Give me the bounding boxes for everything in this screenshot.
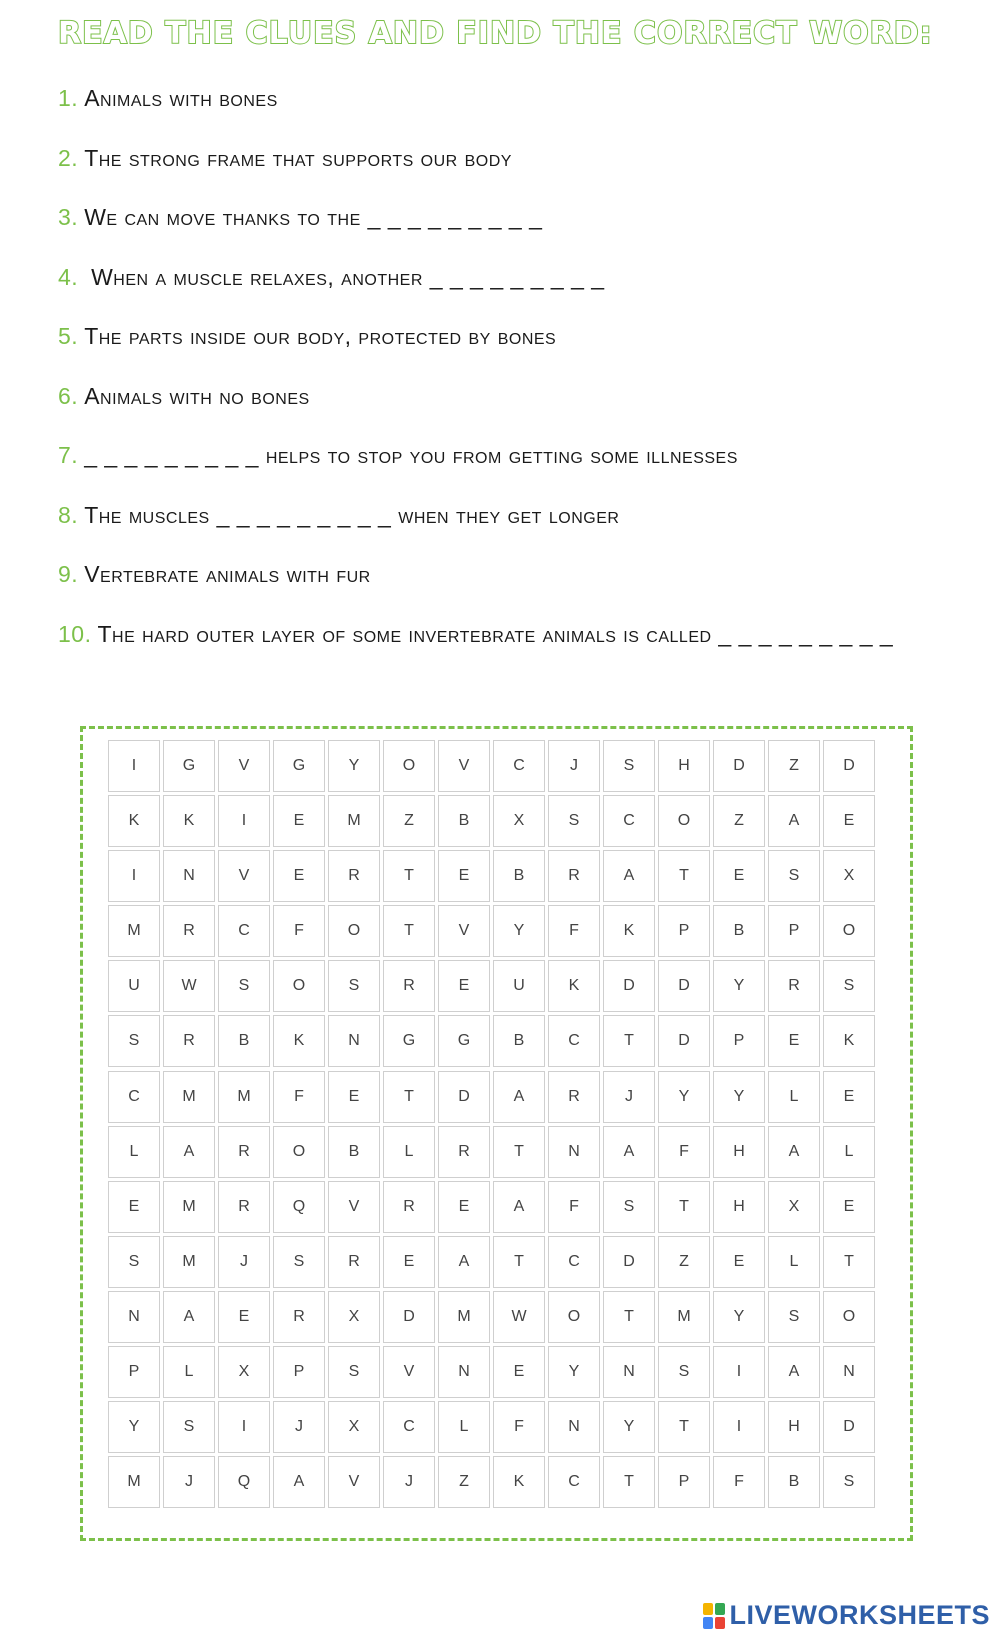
grid-cell[interactable]: F (273, 905, 325, 957)
grid-cell[interactable]: H (658, 740, 710, 792)
worksheet-title: READ THE CLUES AND FIND THE CORRECT WORD: (58, 16, 933, 51)
grid-cell[interactable]: T (493, 1236, 545, 1288)
grid-cell[interactable]: P (108, 1346, 160, 1398)
grid-cell[interactable]: D (603, 1236, 655, 1288)
grid-cell[interactable]: B (328, 1126, 380, 1178)
clue-item (58, 78, 893, 138)
grid-cell[interactable]: N (823, 1346, 875, 1398)
logo-icon-square (715, 1603, 725, 1615)
grid-cell[interactable]: D (658, 960, 710, 1012)
grid-cell[interactable]: O (273, 960, 325, 1012)
grid-cell[interactable]: A (163, 1291, 215, 1343)
clue-number: 7. (58, 442, 79, 468)
grid-cell[interactable]: N (108, 1291, 160, 1343)
clue-item (58, 197, 893, 257)
grid-cell[interactable]: V (218, 740, 270, 792)
grid-cell[interactable]: M (163, 1071, 215, 1123)
grid-cell[interactable]: X (328, 1401, 380, 1453)
clue-text: Vertebrate animals with fur (84, 561, 371, 587)
liveworksheets-logo-icon (703, 1603, 725, 1629)
grid-cell[interactable]: S (768, 1291, 820, 1343)
grid-cell[interactable]: Z (768, 740, 820, 792)
grid-cell[interactable]: I (713, 1346, 765, 1398)
grid-cell[interactable]: U (108, 960, 160, 1012)
grid-cell[interactable]: M (163, 1236, 215, 1288)
grid-cell[interactable]: X (823, 850, 875, 902)
clue-text: The parts inside our body, protected by bones (84, 323, 557, 349)
grid-cell[interactable]: T (658, 1181, 710, 1233)
grid-cell[interactable]: R (438, 1126, 490, 1178)
grid-cell[interactable]: B (713, 905, 765, 957)
grid-cell[interactable]: V (383, 1346, 435, 1398)
grid-cell[interactable]: P (273, 1346, 325, 1398)
grid-cell[interactable]: Y (328, 740, 380, 792)
grid-cell[interactable]: D (713, 740, 765, 792)
grid-cell[interactable]: E (273, 795, 325, 847)
grid-cell[interactable]: S (218, 960, 270, 1012)
grid-cell[interactable]: R (328, 850, 380, 902)
grid-cell[interactable]: S (108, 1015, 160, 1067)
grid-cell[interactable]: R (218, 1181, 270, 1233)
grid-cell[interactable]: K (603, 905, 655, 957)
grid-cell[interactable]: G (163, 740, 215, 792)
grid-cell[interactable]: K (108, 795, 160, 847)
grid-cell[interactable]: E (218, 1291, 270, 1343)
grid-cell[interactable]: M (108, 905, 160, 957)
clue-text: The hard outer layer of some invertebrate animals is called _ _ _ _ _ _ _ _ _ (97, 620, 894, 647)
grid-cell[interactable]: C (493, 740, 545, 792)
grid-cell[interactable]: E (713, 1236, 765, 1288)
grid-cell[interactable]: M (438, 1291, 490, 1343)
grid-cell[interactable]: A (603, 1126, 655, 1178)
clue-text: The strong frame that supports our body (84, 144, 512, 171)
grid-cell[interactable]: F (273, 1071, 325, 1123)
grid-cell[interactable]: E (823, 795, 875, 847)
grid-cell[interactable]: L (383, 1126, 435, 1178)
grid-cell[interactable]: O (658, 795, 710, 847)
grid-cell[interactable]: X (493, 795, 545, 847)
grid-cell[interactable]: J (383, 1456, 435, 1508)
grid-cell[interactable]: P (713, 1015, 765, 1067)
grid-cell[interactable]: S (658, 1346, 710, 1398)
grid-cell[interactable]: S (548, 795, 600, 847)
grid-cell[interactable]: Y (713, 960, 765, 1012)
clue-number: 4. (58, 263, 79, 290)
grid-cell[interactable]: S (603, 740, 655, 792)
clue-item (58, 495, 893, 555)
grid-cell[interactable]: O (328, 905, 380, 957)
grid-cell[interactable]: X (328, 1291, 380, 1343)
grid-cell[interactable]: E (823, 1071, 875, 1123)
grid-cell[interactable]: S (603, 1181, 655, 1233)
grid-cell[interactable]: S (768, 850, 820, 902)
grid-cell[interactable]: Q (273, 1181, 325, 1233)
grid-cell[interactable]: Y (548, 1346, 600, 1398)
grid-cell[interactable]: C (383, 1401, 435, 1453)
grid-cell[interactable]: S (823, 1456, 875, 1508)
clue-text: We can move thanks to the _ _ _ _ _ _ _ _ _ (84, 204, 543, 230)
grid-cell[interactable]: O (273, 1126, 325, 1178)
grid-cell[interactable]: L (108, 1126, 160, 1178)
grid-cell[interactable]: O (383, 740, 435, 792)
grid-cell[interactable]: U (493, 960, 545, 1012)
logo-icon-square (703, 1617, 713, 1629)
grid-cell[interactable]: T (383, 905, 435, 957)
grid-cell[interactable]: T (603, 1015, 655, 1067)
grid-cell[interactable]: T (823, 1236, 875, 1288)
clue-item (58, 435, 893, 495)
grid-cell[interactable]: E (768, 1015, 820, 1067)
grid-cell[interactable]: L (438, 1401, 490, 1453)
grid-cell[interactable]: A (493, 1071, 545, 1123)
grid-cell[interactable]: W (493, 1291, 545, 1343)
grid-cell[interactable]: B (768, 1456, 820, 1508)
grid-cell[interactable]: O (548, 1291, 600, 1343)
grid-cell[interactable]: D (603, 960, 655, 1012)
grid-cell[interactable]: R (383, 1181, 435, 1233)
clue-number: 9. (58, 561, 79, 587)
grid-cell[interactable]: A (603, 850, 655, 902)
grid-cell[interactable]: I (108, 850, 160, 902)
grid-cell[interactable]: E (493, 1346, 545, 1398)
grid-cell[interactable]: R (218, 1126, 270, 1178)
grid-cell[interactable]: A (493, 1181, 545, 1233)
grid-cell[interactable]: J (603, 1071, 655, 1123)
clue-number: 5. (58, 323, 79, 349)
grid-cell[interactable]: E (713, 850, 765, 902)
grid-cell[interactable]: A (273, 1456, 325, 1508)
grid-cell[interactable]: R (273, 1291, 325, 1343)
grid-cell[interactable]: J (218, 1236, 270, 1288)
grid-cell[interactable]: Z (713, 795, 765, 847)
grid-cell[interactable]: E (383, 1236, 435, 1288)
grid-cell[interactable]: B (218, 1015, 270, 1067)
clue-text: Animals with bones (84, 85, 278, 111)
grid-cell[interactable]: O (823, 1291, 875, 1343)
grid-cell[interactable]: R (383, 960, 435, 1012)
grid-cell[interactable]: T (383, 1071, 435, 1123)
clue-item (58, 316, 893, 376)
clue-item (58, 614, 893, 674)
grid-cell[interactable]: E (438, 850, 490, 902)
grid-cell[interactable]: K (493, 1456, 545, 1508)
grid-cell[interactable]: V (328, 1456, 380, 1508)
grid-cell[interactable]: B (493, 1015, 545, 1067)
clue-number: 3. (58, 204, 79, 230)
grid-cell[interactable]: E (438, 1181, 490, 1233)
clue-number: 8. (58, 501, 79, 528)
clue-number: 2. (58, 144, 79, 171)
grid-cell[interactable]: H (713, 1126, 765, 1178)
grid-cell[interactable]: R (768, 960, 820, 1012)
grid-cell[interactable]: M (328, 795, 380, 847)
grid-cell[interactable]: S (163, 1401, 215, 1453)
grid-cell[interactable]: Z (383, 795, 435, 847)
grid-cell[interactable]: E (823, 1181, 875, 1233)
logo-icon-square (703, 1603, 713, 1615)
grid-cell[interactable]: H (768, 1401, 820, 1453)
grid-cell[interactable]: D (823, 1401, 875, 1453)
grid-cell[interactable]: V (328, 1181, 380, 1233)
grid-cell[interactable]: K (823, 1015, 875, 1067)
clue-text: The muscles _ _ _ _ _ _ _ _ _ when they get longer (84, 501, 620, 528)
grid-cell[interactable]: A (768, 795, 820, 847)
grid-cell[interactable]: Y (658, 1071, 710, 1123)
grid-cell[interactable]: N (438, 1346, 490, 1398)
grid-cell[interactable]: C (218, 905, 270, 957)
grid-cell[interactable]: I (713, 1401, 765, 1453)
grid-cell[interactable]: C (548, 1456, 600, 1508)
grid-cell[interactable]: N (548, 1126, 600, 1178)
grid-cell[interactable]: I (218, 1401, 270, 1453)
clue-number: 10. (58, 620, 92, 647)
grid-cell[interactable]: N (548, 1401, 600, 1453)
grid-cell[interactable]: K (163, 795, 215, 847)
grid-cell[interactable]: C (548, 1236, 600, 1288)
grid-cell[interactable]: F (493, 1401, 545, 1453)
clue-number: 1. (58, 85, 79, 111)
grid-cell[interactable]: P (658, 1456, 710, 1508)
grid-cell[interactable]: R (163, 905, 215, 957)
grid-cell[interactable]: N (328, 1015, 380, 1067)
grid-cell[interactable]: G (273, 740, 325, 792)
grid-cell[interactable]: T (493, 1126, 545, 1178)
grid-cell[interactable]: K (273, 1015, 325, 1067)
grid-cell[interactable]: O (823, 905, 875, 957)
grid-cell[interactable]: R (163, 1015, 215, 1067)
grid-cell[interactable]: J (163, 1456, 215, 1508)
grid-cell[interactable]: F (548, 905, 600, 957)
logo-icon-square (715, 1617, 725, 1629)
grid-cell[interactable]: T (383, 850, 435, 902)
grid-cell[interactable]: I (108, 740, 160, 792)
grid-cell[interactable]: X (768, 1181, 820, 1233)
grid-cell[interactable]: C (108, 1071, 160, 1123)
word-search-grid (108, 740, 875, 1508)
grid-cell[interactable]: C (548, 1015, 600, 1067)
grid-cell[interactable]: L (768, 1236, 820, 1288)
grid-cell[interactable]: L (823, 1126, 875, 1178)
grid-cell[interactable]: L (768, 1071, 820, 1123)
grid-cell[interactable]: W (163, 960, 215, 1012)
grid-cell[interactable]: K (548, 960, 600, 1012)
grid-cell[interactable]: T (658, 1401, 710, 1453)
grid-cell[interactable]: D (383, 1291, 435, 1343)
grid-cell[interactable]: A (438, 1236, 490, 1288)
grid-cell[interactable]: D (658, 1015, 710, 1067)
grid-cell[interactable]: T (603, 1456, 655, 1508)
grid-cell[interactable]: Q (218, 1456, 270, 1508)
liveworksheets-logo (703, 1600, 990, 1631)
grid-cell[interactable]: S (273, 1236, 325, 1288)
grid-cell[interactable]: Y (713, 1071, 765, 1123)
clue-text: Animals with no bones (84, 382, 310, 409)
grid-cell[interactable]: Z (658, 1236, 710, 1288)
grid-cell[interactable]: F (658, 1126, 710, 1178)
grid-cell[interactable]: S (328, 1346, 380, 1398)
grid-cell[interactable]: M (218, 1071, 270, 1123)
grid-cell[interactable]: F (548, 1181, 600, 1233)
grid-cell[interactable]: V (218, 850, 270, 902)
grid-cell[interactable]: E (273, 850, 325, 902)
grid-cell[interactable]: D (823, 740, 875, 792)
grid-cell[interactable]: V (438, 905, 490, 957)
clue-number: 6. (58, 382, 79, 409)
grid-cell[interactable]: A (768, 1126, 820, 1178)
grid-cell[interactable]: A (768, 1346, 820, 1398)
grid-cell[interactable]: H (713, 1181, 765, 1233)
grid-cell[interactable]: Z (438, 1456, 490, 1508)
grid-cell[interactable]: M (163, 1181, 215, 1233)
grid-cell[interactable]: R (548, 1071, 600, 1123)
grid-cell[interactable]: B (493, 850, 545, 902)
grid-cell[interactable]: X (218, 1346, 270, 1398)
grid-cell[interactable]: C (603, 795, 655, 847)
grid-cell[interactable]: Y (603, 1401, 655, 1453)
grid-cell[interactable]: R (548, 850, 600, 902)
logo-text: LIVEWORKSHEETS (729, 1600, 990, 1630)
grid-cell[interactable]: P (658, 905, 710, 957)
clue-item (58, 257, 893, 317)
grid-cell[interactable]: S (108, 1236, 160, 1288)
grid-cell[interactable]: E (438, 960, 490, 1012)
grid-cell[interactable]: M (108, 1456, 160, 1508)
grid-cell[interactable]: N (603, 1346, 655, 1398)
grid-cell[interactable]: B (438, 795, 490, 847)
clue-item (58, 138, 893, 198)
clue-item (58, 376, 893, 436)
grid-cell[interactable]: V (438, 740, 490, 792)
grid-cell[interactable]: D (438, 1071, 490, 1123)
clue-list (58, 78, 893, 673)
grid-cell[interactable]: R (328, 1236, 380, 1288)
grid-cell[interactable]: S (328, 960, 380, 1012)
grid-cell[interactable]: P (768, 905, 820, 957)
clue-item (58, 554, 893, 614)
clue-text: When a muscle relaxes, another _ _ _ _ _ _ _ _ _ (84, 263, 605, 290)
grid-cell[interactable]: Y (713, 1291, 765, 1343)
grid-cell[interactable]: Y (108, 1401, 160, 1453)
clue-text: _ _ _ _ _ _ _ _ _ helps to stop you from getting some illnesses (84, 442, 738, 468)
grid-cell[interactable]: E (328, 1071, 380, 1123)
grid-cell[interactable]: G (438, 1015, 490, 1067)
grid-cell[interactable]: N (163, 850, 215, 902)
grid-cell[interactable]: M (658, 1291, 710, 1343)
grid-cell[interactable]: S (823, 960, 875, 1012)
grid-cell[interactable]: E (108, 1181, 160, 1233)
grid-cell[interactable]: L (163, 1346, 215, 1398)
grid-cell[interactable]: T (603, 1291, 655, 1343)
grid-cell[interactable]: Y (493, 905, 545, 957)
grid-cell[interactable]: J (548, 740, 600, 792)
grid-cell[interactable]: A (163, 1126, 215, 1178)
grid-cell[interactable]: I (218, 795, 270, 847)
grid-cell[interactable]: F (713, 1456, 765, 1508)
grid-cell[interactable]: G (383, 1015, 435, 1067)
grid-cell[interactable]: J (273, 1401, 325, 1453)
grid-cell[interactable]: T (658, 850, 710, 902)
